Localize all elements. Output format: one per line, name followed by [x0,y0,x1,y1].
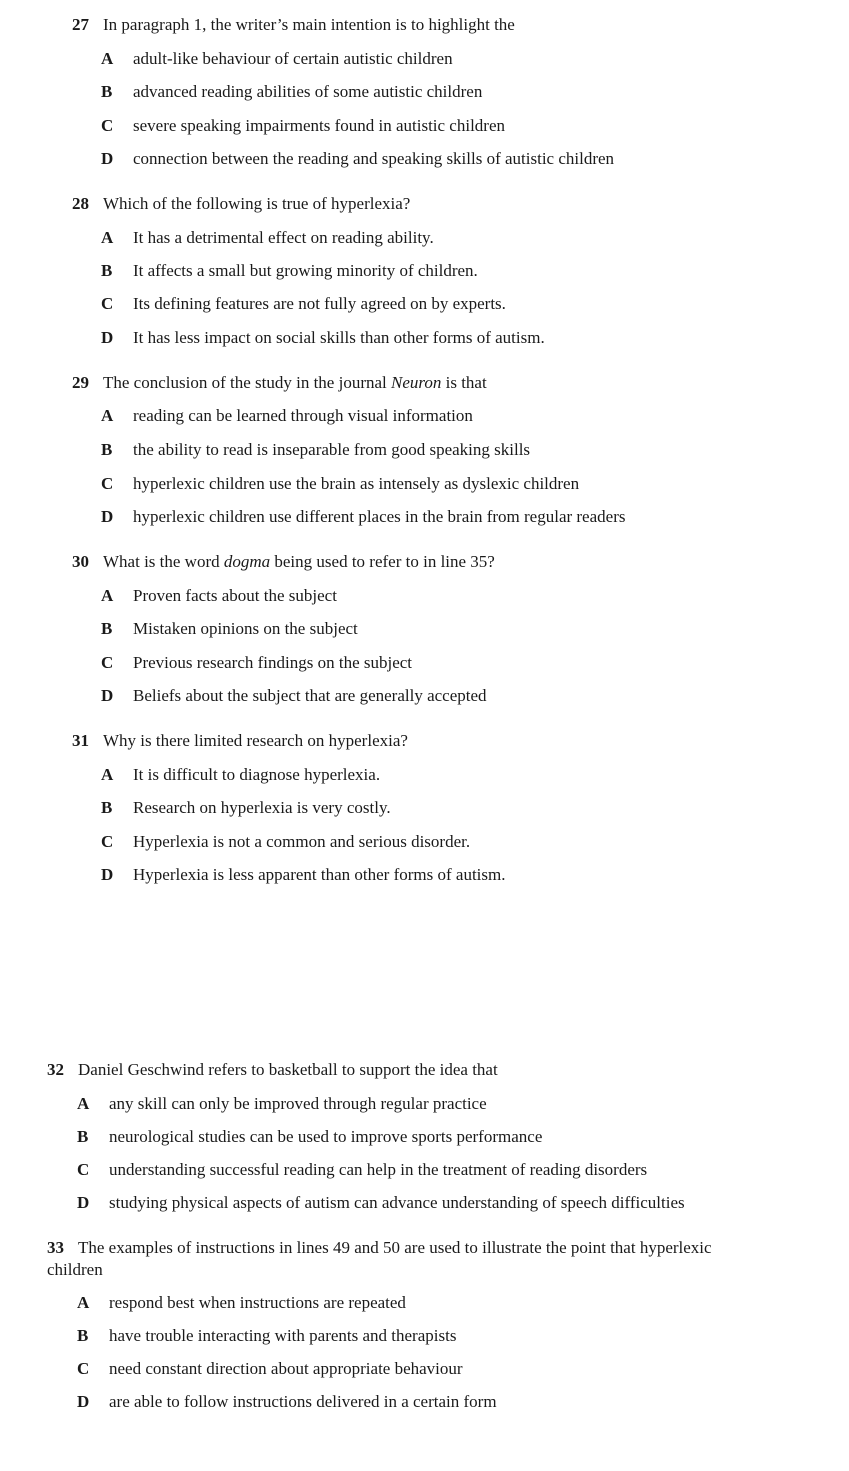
option-29-a[interactable]: A reading can be learned through visual information [101,406,473,425]
option-32-d[interactable]: D studying physical aspects of autism can advance understanding of speech difficulties [77,1193,685,1212]
question-33 [47,1237,712,1281]
question-number: 28 [72,194,89,213]
question-number: 33 [47,1238,64,1257]
question-number: 32 [47,1060,64,1079]
option-32-b[interactable]: B neurological studies can be used to improve sports performance [77,1127,543,1146]
question-31 [72,730,408,752]
question-stem [72,14,515,36]
question-text: In paragraph 1, the writer’s main intention is to highlight the [103,15,515,34]
journal-title: Neuron [391,373,442,392]
option-28-b[interactable]: B It affects a small but growing minority of children. [101,261,478,280]
question-number: 31 [72,731,89,750]
question-number: 30 [72,552,89,571]
option-32-a[interactable]: A any skill can only be improved through regular practice [77,1094,487,1113]
question-text: Daniel Geschwind refers to basketball to support the idea that [78,1060,498,1079]
option-27-c[interactable]: C severe speaking impairments found in autistic children [101,116,506,135]
question-30 [72,551,495,573]
option-30-b[interactable]: B Mistaken opinions on the subject [101,619,358,638]
option-33-c[interactable]: C need constant direction about appropriate behaviour [77,1359,463,1378]
option-30-c[interactable]: C Previous research findings on the subject [101,653,413,672]
option-30-a[interactable]: A Proven facts about the subject [101,586,337,605]
option-31-b[interactable]: B Research on hyperlexia is very costly. [101,798,391,817]
question-28 [72,193,410,215]
question-stem [47,1237,712,1259]
question-stem [72,730,408,752]
question-32 [47,1059,498,1081]
option-29-c[interactable]: C hyperlexic children use the brain as intensely as dyslexic children [101,474,580,493]
question-stem: 30 What is the word dogma being used to refer to in line 35? [72,552,495,571]
option-29-b[interactable]: B the ability to read is inseparable from good speaking skills [101,440,531,459]
question-27 [72,14,515,36]
emphasized-word: dogma [223,552,271,571]
question-text-line1: The examples of instructions in lines 49 and 50 are used to illustrate the point that hyperlexic [78,1238,712,1257]
option-33-a[interactable]: A respond best when instructions are repeated [77,1293,406,1312]
option-32-c[interactable]: C understanding successful reading can help in the treatment of reading disorders [77,1160,648,1179]
option-27-d[interactable]: D connection between the reading and speaking skills of autistic children [101,149,615,168]
question-text: Which of the following is true of hyperlexia? [103,194,411,213]
option-28-d[interactable]: D It has less impact on social skills than other forms of autism. [101,328,545,347]
question-number: 29 [72,373,89,392]
question-text: Why is there limited research on hyperlexia? [103,731,408,750]
option-31-c[interactable]: C Hyperlexia is not a common and serious disorder. [101,832,471,851]
option-33-b[interactable]: B have trouble interacting with parents and therapists [77,1326,457,1345]
question-stem [72,193,410,215]
option-30-d[interactable]: D Beliefs about the subject that are generally accepted [101,686,487,705]
question-stem: 29 The conclusion of the study in the journal Neuron is that [72,373,487,392]
question-number: 27 [72,15,89,34]
option-33-d[interactable]: D are able to follow instructions delivered in a certain form [77,1392,497,1411]
question-text-line2: children [47,1260,103,1279]
option-27-a[interactable]: A adult-like behaviour of certain autistic children [101,49,453,68]
option-29-d[interactable]: D hyperlexic children use different places in the brain from regular readers [101,507,626,526]
option-31-a[interactable]: A It is difficult to diagnose hyperlexia. [101,765,381,784]
option-27-b[interactable]: B advanced reading abilities of some autistic children [101,82,483,101]
option-28-a[interactable]: A It has a detrimental effect on reading ability. [101,228,434,247]
option-31-d[interactable]: D Hyperlexia is less apparent than other forms of autism. [101,865,506,884]
question-29 [72,372,487,394]
question-stem [47,1059,498,1081]
option-28-c[interactable]: C Its defining features are not fully agreed on by experts. [101,294,506,313]
